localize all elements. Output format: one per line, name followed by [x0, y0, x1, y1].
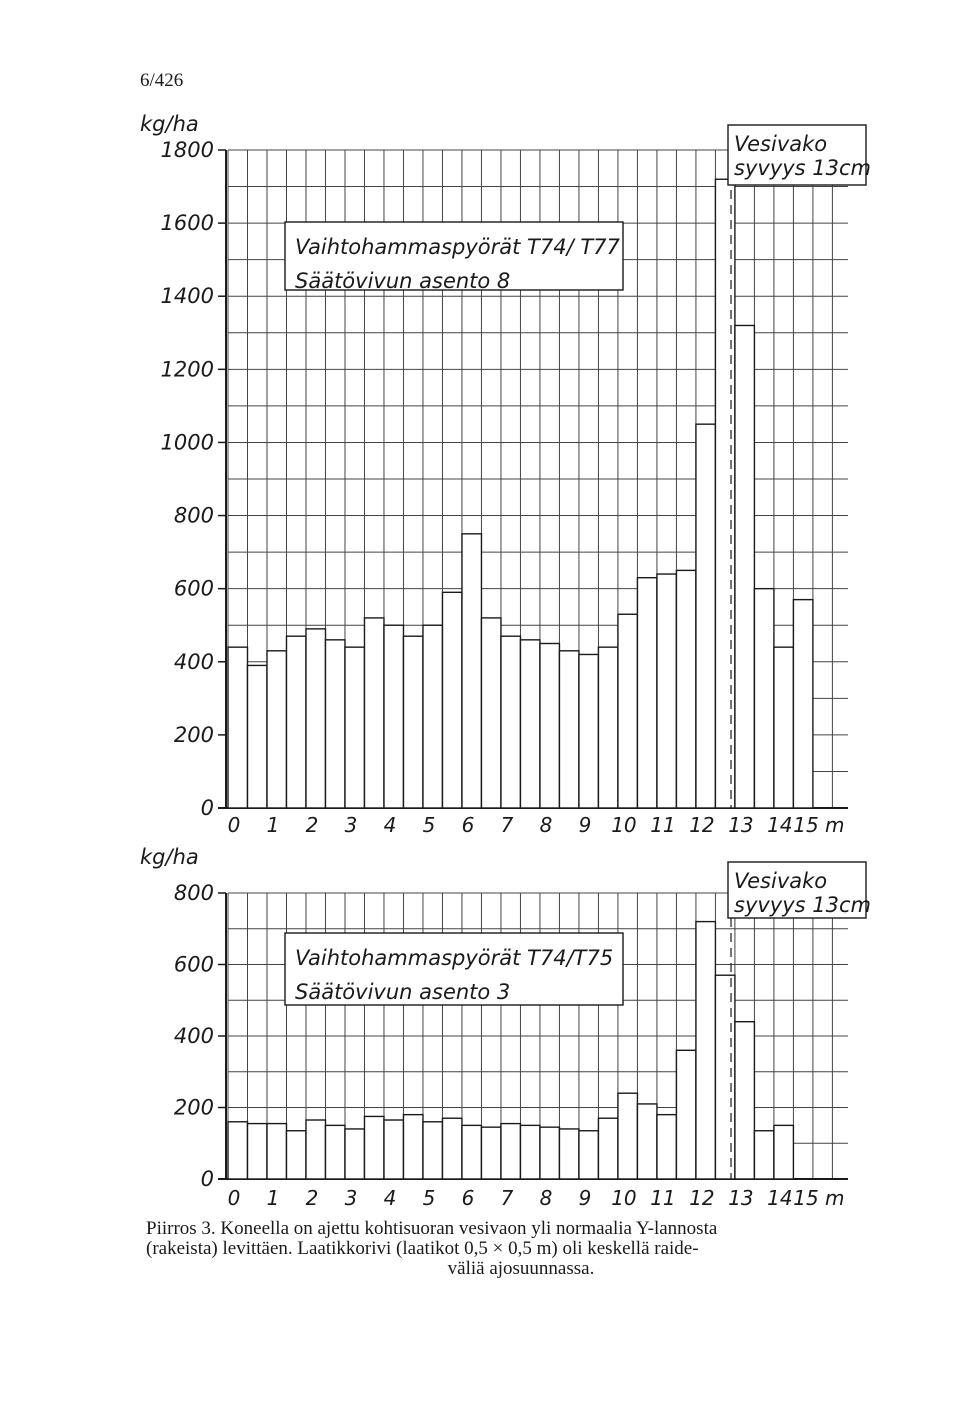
- x-tick-label: 10: [611, 813, 637, 837]
- x-tick-label: 4: [383, 813, 397, 837]
- x-tick-label: 13: [728, 813, 754, 837]
- bar: [696, 424, 715, 808]
- bar: [754, 1131, 773, 1179]
- y-tick-label: 800: [173, 503, 214, 528]
- x-tick-label: 15 m: [793, 813, 845, 837]
- y-tick-label: 1200: [160, 357, 214, 382]
- bar: [520, 640, 539, 808]
- x-tick-label: 5: [422, 1186, 436, 1210]
- bar: [598, 647, 617, 808]
- legend-line-1: Vaihtohammaspyörät T74/T75: [295, 946, 614, 970]
- x-tick-label: 5: [422, 813, 436, 837]
- y-tick-label: 600: [173, 952, 214, 977]
- bar: [267, 651, 286, 808]
- y-tick-label: 0: [200, 796, 214, 820]
- bar: [696, 922, 715, 1179]
- annotation-line-2: syvyys 13cm: [734, 893, 871, 917]
- x-tick-label: 11: [650, 1186, 676, 1210]
- x-tick-label: 1: [266, 813, 280, 837]
- x-tick-label: 0: [227, 1186, 241, 1210]
- bar: [676, 570, 695, 808]
- bar: [637, 578, 656, 808]
- y-axis-label: kg/ha: [140, 112, 199, 136]
- bar: [481, 618, 500, 808]
- bar: [657, 574, 676, 808]
- bar: [403, 636, 422, 808]
- bar: [345, 1129, 364, 1179]
- bar: [364, 618, 383, 808]
- x-tick-label: 12: [689, 1186, 715, 1210]
- legend-line-2: Säätövivun asento 8: [295, 269, 511, 293]
- x-tick-label: 14: [767, 813, 793, 837]
- x-tick-label: 4: [383, 1186, 397, 1210]
- bar: [286, 636, 305, 808]
- bar: [559, 651, 578, 808]
- bar: [579, 654, 598, 808]
- bar: [501, 1124, 520, 1179]
- y-tick-label: 1000: [160, 430, 214, 455]
- y-tick-label: 800: [173, 881, 214, 905]
- bar: [306, 629, 325, 808]
- x-tick-label: 8: [539, 813, 553, 837]
- bar: [598, 1118, 617, 1179]
- bar: [618, 1093, 637, 1179]
- bar: [715, 179, 734, 808]
- y-tick-label: 1400: [160, 284, 214, 309]
- x-tick-label: 7: [500, 1186, 514, 1210]
- x-tick-label: 7: [500, 813, 514, 837]
- x-tick-label: 15 m: [793, 1186, 845, 1210]
- bar: [247, 665, 266, 808]
- figure-caption: [146, 1219, 896, 1279]
- y-tick-label: 200: [173, 1095, 214, 1120]
- caption-line-1: Piirros 3. Koneella on ajettu kohtisuoran vesivaon yli normaalia Y-lannosta: [146, 1218, 718, 1239]
- y-tick-label: 400: [173, 1024, 214, 1048]
- y-axis-label: kg/ha: [140, 845, 199, 869]
- x-tick-label: 14: [767, 1186, 793, 1210]
- x-tick-label: 8: [539, 1186, 553, 1210]
- bar: [735, 1022, 754, 1179]
- x-tick-label: 2: [305, 1186, 319, 1210]
- bar: [501, 636, 520, 808]
- x-tick-label: 0: [227, 813, 241, 837]
- page-number: 6/426: [140, 70, 184, 91]
- x-tick-label: 3: [344, 1186, 358, 1210]
- bar: [735, 325, 754, 808]
- x-tick-label: 3: [344, 813, 358, 837]
- y-tick-label: 600: [173, 576, 214, 601]
- bar: [520, 1125, 539, 1179]
- bar: [384, 1120, 403, 1179]
- bar: [618, 614, 637, 808]
- bar: [228, 1122, 247, 1179]
- x-tick-label: 6: [461, 1186, 475, 1210]
- x-tick-label: 9: [578, 1186, 592, 1210]
- bar: [423, 625, 442, 808]
- caption-line-2: (rakeista) levittäen. Laatikkorivi (laatikot 0,5 × 0,5 m) oli keskellä raide-: [146, 1238, 699, 1259]
- y-tick-label: 1800: [160, 138, 214, 162]
- top-bar-chart: [140, 112, 871, 837]
- bar: [384, 625, 403, 808]
- x-tick-label: 6: [461, 813, 475, 837]
- bar: [559, 1129, 578, 1179]
- bar: [325, 1125, 344, 1179]
- legend-line-2: Säätövivun asento 3: [295, 980, 511, 1004]
- bar: [754, 589, 773, 808]
- caption-line-3: väliä ajosuunnassa.: [447, 1258, 595, 1279]
- bar: [228, 647, 247, 808]
- x-tick-label: 2: [305, 813, 319, 837]
- annotation-line-1: Vesivako: [734, 869, 828, 893]
- x-tick-label: 10: [611, 1186, 637, 1210]
- bar: [442, 1118, 461, 1179]
- y-tick-label: 1600: [160, 211, 214, 236]
- bar: [793, 600, 812, 808]
- bar: [715, 975, 734, 1179]
- bar: [364, 1116, 383, 1179]
- legend-line-1: Vaihtohammaspyörät T74/ T77: [295, 235, 620, 259]
- bar: [540, 1127, 559, 1179]
- bar: [774, 1125, 793, 1179]
- y-tick-label: 200: [173, 722, 214, 747]
- bottom-bar-chart: [140, 845, 871, 1210]
- bar: [403, 1115, 422, 1179]
- x-tick-label: 12: [689, 813, 715, 837]
- x-tick-label: 1: [266, 1186, 280, 1210]
- bar: [345, 647, 364, 808]
- bar: [676, 1050, 695, 1179]
- bar: [267, 1124, 286, 1179]
- bar: [637, 1104, 656, 1179]
- bar: [774, 647, 793, 808]
- bar: [423, 1122, 442, 1179]
- bar: [306, 1120, 325, 1179]
- x-tick-label: 11: [650, 813, 676, 837]
- bar: [540, 644, 559, 809]
- bar: [247, 1124, 266, 1179]
- x-tick-label: 13: [728, 1186, 754, 1210]
- y-tick-label: 400: [173, 649, 214, 674]
- bar: [462, 534, 481, 808]
- x-tick-label: 9: [578, 813, 592, 837]
- y-tick-label: 0: [200, 1167, 214, 1191]
- annotation-line-2: syvyys 13cm: [734, 156, 871, 180]
- annotation-line-1: Vesivako: [734, 132, 828, 156]
- bar: [481, 1127, 500, 1179]
- bar: [462, 1125, 481, 1179]
- bar: [325, 640, 344, 808]
- bar: [286, 1131, 305, 1179]
- bar: [442, 592, 461, 808]
- bar: [579, 1131, 598, 1179]
- bar: [657, 1115, 676, 1179]
